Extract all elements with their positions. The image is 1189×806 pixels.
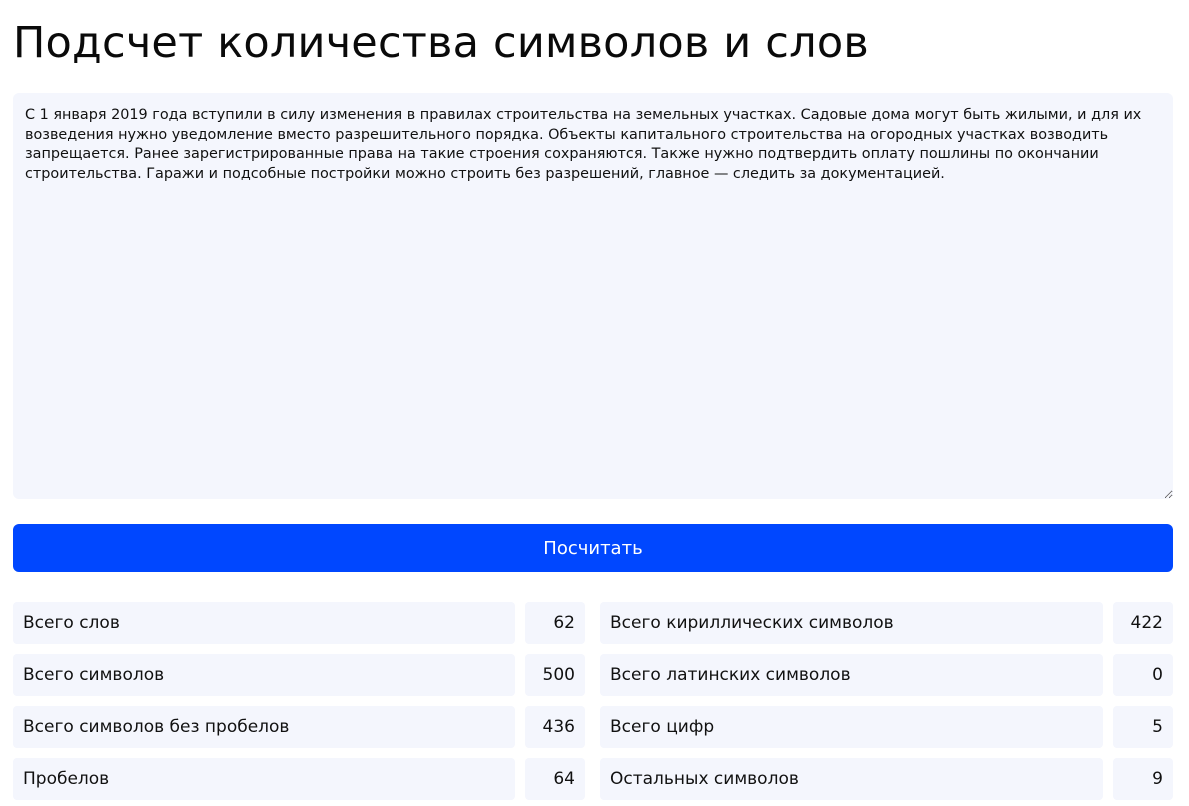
stat-label-digits: Всего цифр xyxy=(600,706,1103,748)
stat-value-total-characters: 500 xyxy=(525,654,585,696)
stat-label-characters-no-spaces: Всего символов без пробелов xyxy=(13,706,515,748)
stat-value-digits: 5 xyxy=(1113,706,1173,748)
stat-label-total-characters: Всего символов xyxy=(13,654,515,696)
stat-label-total-words: Всего слов xyxy=(13,602,515,644)
stat-value-other-characters: 9 xyxy=(1113,758,1173,800)
stat-label-spaces: Пробелов xyxy=(13,758,515,800)
stat-label-latin-characters: Всего латинских символов xyxy=(600,654,1103,696)
stat-label-cyrillic-characters: Всего кириллических символов xyxy=(600,602,1103,644)
stat-value-cyrillic-characters: 422 xyxy=(1113,602,1173,644)
stat-value-latin-characters: 0 xyxy=(1113,654,1173,696)
count-button[interactable]: Посчитать xyxy=(13,524,1173,572)
stat-value-spaces: 64 xyxy=(525,758,585,800)
stat-value-total-words: 62 xyxy=(525,602,585,644)
page-title: Подсчет количества символов и слов xyxy=(13,18,869,68)
stat-value-characters-no-spaces: 436 xyxy=(525,706,585,748)
stat-label-other-characters: Остальных символов xyxy=(600,758,1103,800)
stats-panel xyxy=(13,602,1173,800)
text-input[interactable] xyxy=(13,93,1173,499)
